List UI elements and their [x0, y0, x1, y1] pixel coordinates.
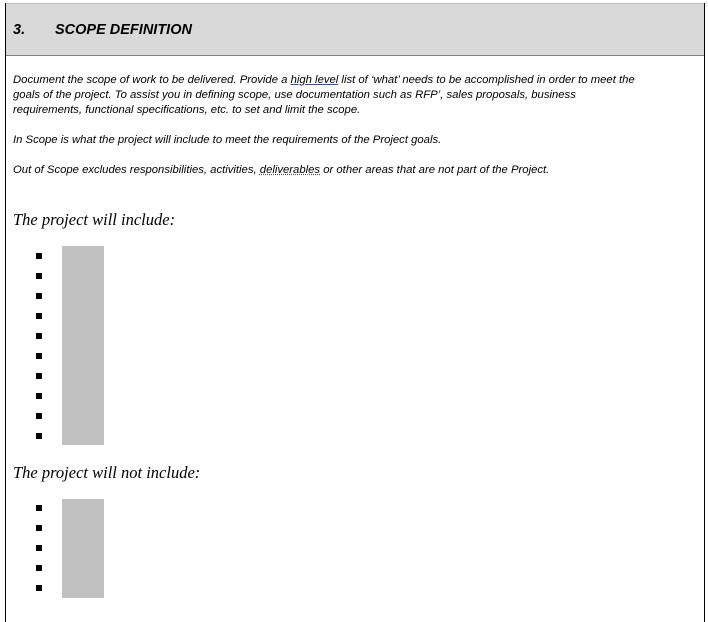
bullet-marker [36, 353, 42, 359]
bullet-marker [36, 585, 42, 591]
deliverables-spell-flag[interactable]: deliverables [259, 164, 321, 176]
exclude-heading: The project will not include: [13, 463, 201, 482]
high-level-link[interactable]: high level [290, 74, 339, 86]
instruction-text: Document the scope of work to be delivered. Provide a [13, 74, 291, 86]
include-heading: The project will include: [13, 210, 176, 229]
instruction-text: Out of Scope excludes responsibilities, activities, [13, 164, 260, 176]
bullet-marker [36, 373, 42, 379]
bullet-marker [36, 253, 42, 259]
document-page [5, 3, 705, 622]
section-number: 3. [13, 21, 26, 38]
section-title: SCOPE DEFINITION [55, 21, 192, 38]
bullet-marker [36, 313, 42, 319]
include-input-field[interactable] [62, 246, 104, 445]
bullet-marker [36, 413, 42, 419]
bullet-marker [36, 565, 42, 571]
bullet-marker [36, 525, 42, 531]
section-header [6, 3, 704, 56]
bullet-marker [36, 293, 42, 299]
bullet-marker [36, 433, 42, 439]
instructions-block [13, 73, 643, 193]
bullet-marker [36, 273, 42, 279]
instruction-paragraph-scope [13, 73, 643, 118]
bullet-marker [36, 545, 42, 551]
instruction-paragraph-in-scope: In Scope is what the project will include to meet the requirements of the Project goals. [13, 134, 442, 146]
exclude-input-field[interactable] [62, 499, 104, 598]
bullet-marker [36, 333, 42, 339]
bullet-marker [36, 393, 42, 399]
instruction-text: or other areas that are not part of the Project. [320, 164, 550, 176]
bullet-marker [36, 505, 42, 511]
instruction-text: list of ‘what’ needs to be accomplished in order to meet the goals of the project. To assist you in defining scope, use documentation such as RFP’, sales proposals, business requirements, functional specifications, etc. to set and limit the scope. [13, 74, 635, 116]
instruction-paragraph-out-of-scope [13, 163, 643, 178]
